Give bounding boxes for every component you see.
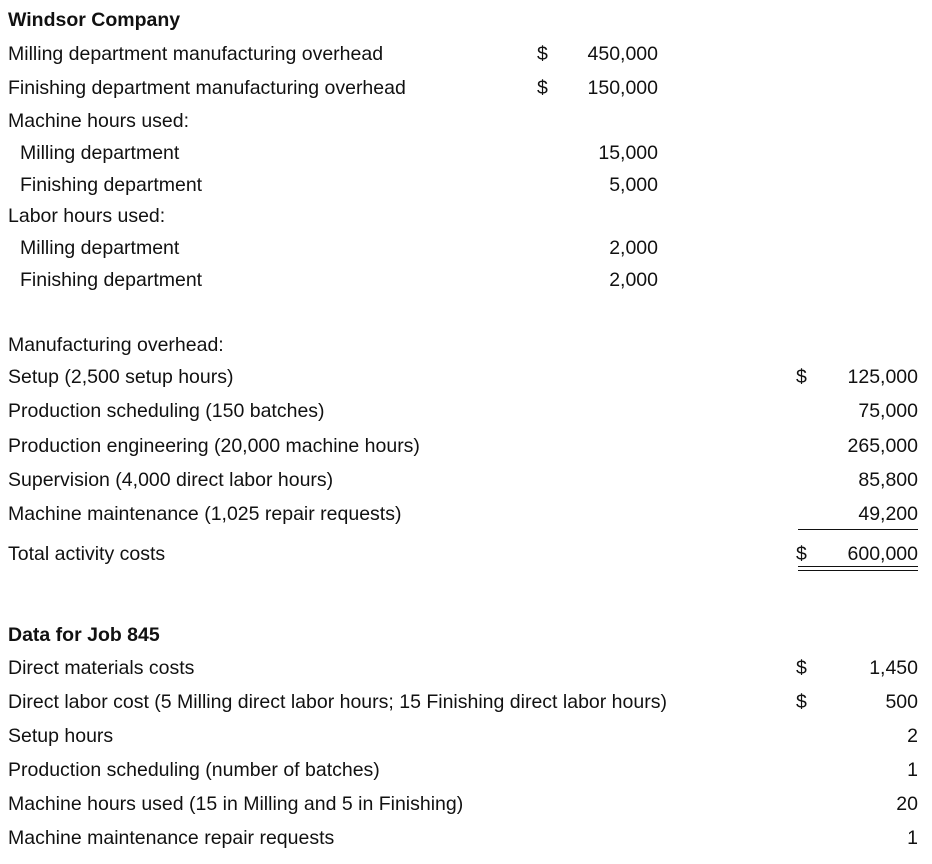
labor-hours-value-finishing: 2,000 <box>609 269 658 291</box>
currency-sign: $ <box>796 366 807 388</box>
overhead-label-milling: Milling department manufacturing overhead <box>8 43 384 65</box>
activity-label-engineering: Production engineering (20,000 machine hours) <box>8 435 420 457</box>
labor-hours-label-milling: Milling department <box>20 237 180 259</box>
activity-label-supervision: Supervision (4,000 direct labor hours) <box>8 469 334 491</box>
overhead-value-finishing: 150,000 <box>587 77 658 99</box>
job-label-machine-hours: Machine hours used (15 in Milling and 5 in Finishing) <box>8 793 464 815</box>
activity-value-scheduling: 75,000 <box>858 400 918 422</box>
job-label-repairs: Machine maintenance repair requests <box>8 827 335 849</box>
job-label-scheduling: Production scheduling (number of batches) <box>8 759 380 781</box>
labor-hours-heading: Labor hours used: <box>8 205 166 227</box>
job-value-materials: 1,450 <box>869 657 918 679</box>
overhead-value-milling: 450,000 <box>587 43 658 65</box>
activities-heading: Manufacturing overhead: <box>8 334 224 356</box>
job-value-labor: 500 <box>885 691 918 713</box>
total-value: 600,000 <box>847 543 918 565</box>
job-label-materials: Direct materials costs <box>8 657 195 679</box>
machine-hours-value-finishing: 5,000 <box>609 174 658 196</box>
currency-sign: $ <box>537 43 548 65</box>
labor-hours-value-milling: 2,000 <box>609 237 658 259</box>
activity-value-maintenance: 49,200 <box>858 503 918 525</box>
job-heading: Data for Job 845 <box>8 624 160 646</box>
currency-sign: $ <box>796 543 807 565</box>
job-value-machine-hours: 20 <box>896 793 918 815</box>
machine-hours-value-milling: 15,000 <box>598 142 658 164</box>
machine-hours-heading: Machine hours used: <box>8 110 190 132</box>
total-double-rule-bottom <box>798 570 918 571</box>
job-value-scheduling: 1 <box>907 759 918 781</box>
job-label-setup: Setup hours <box>8 725 114 747</box>
job-value-setup: 2 <box>907 725 918 747</box>
total-double-rule-top <box>798 566 918 567</box>
job-value-repairs: 1 <box>907 827 918 849</box>
machine-hours-label-finishing: Finishing department <box>20 174 203 196</box>
overhead-label-finishing: Finishing department manufacturing overhead <box>8 77 406 99</box>
job-label-labor: Direct labor cost (5 Milling direct labor hours; 15 Finishing direct labor hours) <box>8 691 667 713</box>
activity-label-scheduling: Production scheduling (150 batches) <box>8 400 325 422</box>
labor-hours-label-finishing: Finishing department <box>20 269 203 291</box>
company-title: Windsor Company <box>8 9 181 31</box>
activity-value-setup: 125,000 <box>847 366 918 388</box>
currency-sign: $ <box>796 657 807 679</box>
subtotal-rule <box>798 529 918 530</box>
currency-sign: $ <box>537 77 548 99</box>
total-label: Total activity costs <box>8 543 166 565</box>
activity-value-supervision: 85,800 <box>858 469 918 491</box>
currency-sign: $ <box>796 691 807 713</box>
activity-label-setup: Setup (2,500 setup hours) <box>8 366 234 388</box>
activity-label-maintenance: Machine maintenance (1,025 repair requests) <box>8 503 402 525</box>
machine-hours-label-milling: Milling department <box>20 142 180 164</box>
activity-value-engineering: 265,000 <box>847 435 918 457</box>
